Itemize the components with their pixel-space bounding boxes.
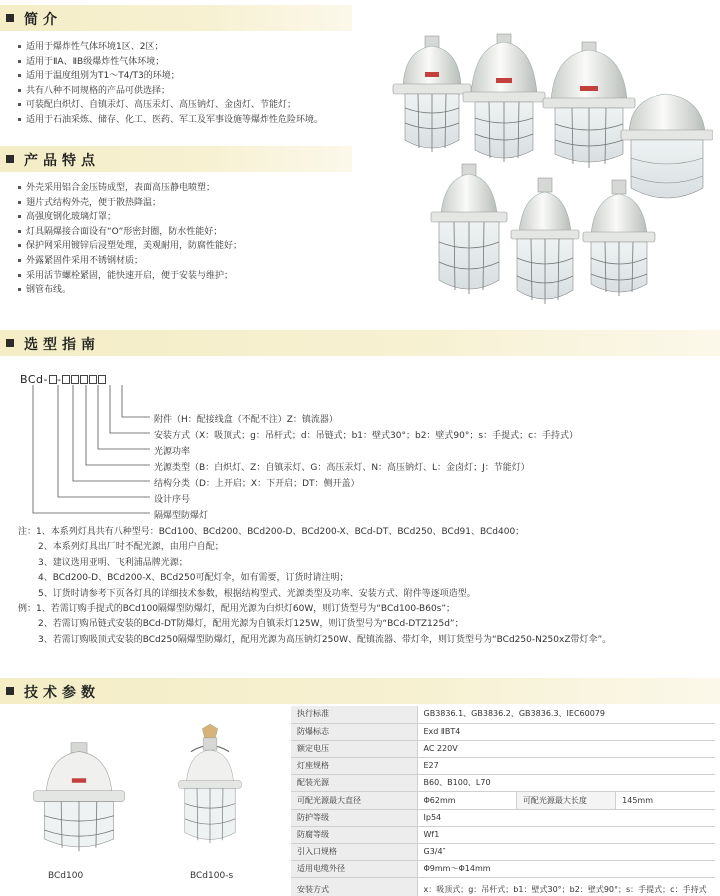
table-row <box>291 758 715 775</box>
section-marker <box>6 14 14 22</box>
lamp-illustration <box>431 164 507 294</box>
lamp-illustration <box>393 36 471 152</box>
spec-key: 灯座规格 <box>291 758 417 775</box>
tree-label-type: 隔爆型防爆灯 <box>154 511 209 521</box>
list-item: 采用活节螺栓紧固，能快速开启，便于安装与维护； <box>18 269 242 284</box>
tree-label-structure: 结构分类（D：上开启；X：下开启；DT：侧开盖） <box>154 479 360 489</box>
features-list <box>18 181 242 298</box>
spec-value: x：吸顶式；g：吊杆式；b1：壁式30°；b2：壁式90°；s：手提式；c：手持式 <box>417 878 715 896</box>
lamp-illustration <box>621 94 713 198</box>
spec-key: 执行标准 <box>291 706 417 723</box>
table-row <box>291 792 715 809</box>
spec-value: Ip54 <box>417 809 715 826</box>
spec-key: 防爆标志 <box>291 723 417 740</box>
list-item: 共有八种不同规格的产品可供选择； <box>18 84 323 99</box>
list-item: 外壳采用铝合金压铸成型，表面高压静电喷塑； <box>18 181 242 196</box>
list-item: 适用于爆炸性气体环境1区、2区； <box>18 40 323 55</box>
lamp-illustration <box>463 34 545 162</box>
lamp-illustration <box>543 42 635 168</box>
spec-value: Wf1 <box>417 826 715 843</box>
spec-key: 适用电缆外径 <box>291 861 417 878</box>
list-item: 翅片式结构外壳，便于散热降温； <box>18 196 242 211</box>
section-title-features: 产品特点 <box>24 153 100 169</box>
section-header-intro <box>0 5 352 31</box>
list-item: 灯具隔爆接合面设有“O”形密封圈，防水性能好； <box>18 225 242 240</box>
section-marker <box>6 155 14 163</box>
section-header-features <box>0 146 352 172</box>
spec-key: 引入口规格 <box>291 844 417 861</box>
spec-key: 防护等级 <box>291 809 417 826</box>
note-line: 3、建议选用亚明、飞利浦品牌光源； <box>38 557 188 568</box>
product-image-bcd100-s <box>168 707 252 865</box>
tree-label-install: 安装方式（X：吸顶式；g：吊杆式；d：吊链式；b1：壁式30°；b2：壁式90°；s：手提式；c：手持式） <box>154 431 579 441</box>
spec-value: Exd ⅡBT4 <box>417 723 715 740</box>
table-row <box>291 740 715 757</box>
table-row <box>291 826 715 843</box>
note-line: 例：1、若需订购手提式的BCd100隔爆型防爆灯，配用光源为白炽灯60W，则订货型号为“BCd100-B60s”； <box>18 604 456 615</box>
spec-value: Φ9mm～Φ14mm <box>417 861 715 878</box>
section-title-selection: 选型指南 <box>24 337 100 353</box>
table-row <box>291 809 715 826</box>
spec-value: Φ62mm <box>417 792 516 809</box>
section-title-tech: 技术参数 <box>24 685 100 701</box>
spec-value: G3/4″ <box>417 844 715 861</box>
note-line: 2、本系列灯具出厂时不配光源，由用户自配； <box>38 542 224 553</box>
list-item: 保护网采用镀锌后浸塑处理，美观耐用，防腐性能好； <box>18 239 242 254</box>
model-code-tree <box>0 380 720 520</box>
intro-list <box>18 40 323 128</box>
tree-label-accessory: 附件（H：配接线盒（不配不注）Z：镇流器） <box>154 415 338 425</box>
list-item: 外露紧固件采用不锈钢材质； <box>18 254 242 269</box>
list-item: 钢管布线。 <box>18 283 242 298</box>
spec-key: 安装方式 <box>291 878 417 896</box>
note-line: 注：1、本系列灯具共有八种型号：BCd100、BCd200、BCd200-D、BCd200-X、BCd-DT、BCd250、BCd91、BCd400； <box>18 527 525 537</box>
table-row <box>291 878 715 896</box>
section-header-selection <box>0 330 720 356</box>
section-marker <box>6 687 14 695</box>
tree-label-serial: 设计序号 <box>154 495 191 505</box>
section-title-intro: 简介 <box>24 12 62 28</box>
spec-key: 可配光源最大直径 <box>291 792 417 809</box>
list-item: 适用于石油采炼、储存、化工、医药、军工及军事设施等爆炸性危险环境。 <box>18 113 323 128</box>
note-line: 3、若需订购吸顶式安装的BCd250隔爆型防爆灯，配用光源为高压钠灯250W、配镇流器、带灯伞，则订货型号为“BCd250-N250xZ带灯伞”。 <box>38 634 612 645</box>
model-code-dash: - <box>57 373 62 386</box>
note-line: 2、若需订购吊链式安装的BCd-DT防爆灯，配用光源为自镇汞灯125W，则订货型号为“BCd-DTZ125d”； <box>38 619 464 630</box>
lamp-illustration <box>511 178 579 304</box>
spec-value: E27 <box>417 758 715 775</box>
spec-key-secondary: 可配光源最大长度 <box>516 792 615 809</box>
table-row <box>291 775 715 792</box>
list-item: 高强度钢化玻璃灯罩； <box>18 210 242 225</box>
note-line: 5、订货时请参考下页各灯具的详细技术参数，根据结构型式、光源类型及功率、安装方式、附件等逐项造型。 <box>38 588 476 599</box>
spec-key: 配装光源 <box>291 775 417 792</box>
spec-key: 防腐等级 <box>291 826 417 843</box>
spec-table <box>291 706 715 896</box>
product-caption: BCd100 <box>48 871 84 881</box>
section-marker <box>6 339 14 347</box>
list-item: 可装配白炽灯、自镇汞灯、高压汞灯、高压钠灯、金卤灯、节能灯； <box>18 98 323 113</box>
tree-label-source: 光源类型（B：白炽灯、Z：自镇汞灯、G：高压汞灯、N：高压钠灯、L：金卤灯；J：节能灯） <box>154 463 530 473</box>
list-item: 适用于ⅡA、ⅡB级爆炸性气体环境； <box>18 55 323 70</box>
spec-value: B60、B100、L70 <box>417 775 715 792</box>
lamp-illustration <box>583 180 655 296</box>
product-image-bcd100 <box>30 738 128 856</box>
notes-list <box>18 525 611 648</box>
product-caption: BCd100-s <box>190 871 234 881</box>
spec-key: 额定电压 <box>291 740 417 757</box>
list-item: 适用于温度组别为T1～T4/T3的环境； <box>18 69 323 84</box>
table-row <box>291 706 715 723</box>
spec-value-secondary: 145mm <box>616 792 715 809</box>
section-header-tech <box>0 678 720 704</box>
note-line: 4、BCd200-D、BCd200-X、BCd250可配灯伞，如有需要，订货时请注明； <box>38 573 349 584</box>
table-row <box>291 861 715 878</box>
tree-label-power: 光源功率 <box>154 447 191 457</box>
table-row <box>291 723 715 740</box>
spec-value: AC 220V <box>417 740 715 757</box>
model-code-prefix: BCd- <box>20 373 48 386</box>
product-group-image <box>383 28 713 310</box>
spec-value: GB3836.1、GB3836.2、GB3836.3、IEC60079 <box>417 706 715 723</box>
table-row <box>291 844 715 861</box>
